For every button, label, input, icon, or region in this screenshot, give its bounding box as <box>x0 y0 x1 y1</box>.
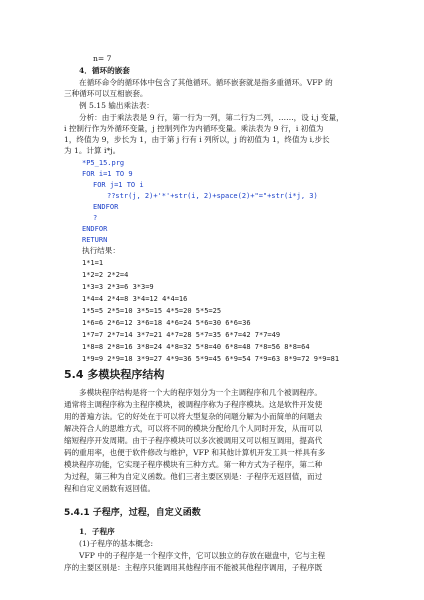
paragraph-line: 通常将主调程序称为主程序模块，被调程序称为子程序模块。这是软件开发使 <box>64 400 323 409</box>
analysis-line3: 1，终值为 9，步长为 1，由于第 j 行有 i 列所以，j 的初值为 1，终值为 i,步长 <box>64 135 330 144</box>
section-5-4-1-heading: 5.4.1 子程序，过程，自定义函数 <box>64 508 201 518</box>
paragraph-line: 多模块程序结构是将一个大的程序划分为一个主调程序和几个被调程序。 <box>79 388 322 397</box>
table-row: 1*8=8 2*8=16 3*8=24 4*8=32 5*8=40 6*8=48 7*8=56 8*8=64 <box>82 343 310 351</box>
table-row: 1*2=2 2*2=4 <box>82 271 129 279</box>
table-row: 1*5=5 2*5=10 3*5=15 4*5=20 5*5=25 <box>82 307 222 315</box>
table-row: 1*3=3 2*3=6 3*3=9 <box>82 283 154 291</box>
example-title: 例 5.15 输出乘法表： <box>79 101 154 110</box>
section-4-heading: 4．循环的嵌套 <box>79 66 130 75</box>
section-4-paragraph-line2: 三种循环可以互相嵌套。 <box>64 89 148 98</box>
table-row: 1*9=9 2*9=18 3*9=27 4*9=36 5*9=45 6*9=54 7*9=63 8*9=72 9*9=81 <box>82 355 340 363</box>
paragraph-line: VFP 中的子程序是一个程序文件，它可以独立的存放在磁盘中，它与主程 <box>79 551 326 560</box>
n-line: n= 7 <box>93 54 112 63</box>
paragraph-line: 模块程序功能，它实现子程序模块有三种方式。第一种方式为子程序，第二种 <box>64 460 323 469</box>
paragraph-line: 程和自定义函数有返回值。 <box>64 484 156 493</box>
subroutine-heading: 1．子程序 <box>79 527 115 536</box>
paragraph-line: 用的普遍方法。它的好处在于可以将大型复杂的问题分解为小而简单的问题去 <box>64 412 323 421</box>
code-line: *P5_15.prg <box>82 159 125 167</box>
paragraph-line: 解决符合人的思维方式，可以将不同的模块分配给几个人同时开发，从而可以 <box>64 424 323 433</box>
table-row: 1*7=7 2*7=14 3*7=21 4*7=28 5*7=35 6*7=42 7*7=49 <box>82 331 281 339</box>
analysis-line4: 为 1。计算 i*j。 <box>64 146 121 155</box>
paragraph-line: 序的主要区别是：主程序只能调用其他程序而不能被其他程序调用，子程序既 <box>64 563 323 572</box>
paragraph-line: 码的重用率，也便于软件修改与维护，VFP 和其他计算机开发工具一样具有多 <box>64 448 326 457</box>
table-row: 1*4=4 2*4=8 3*4=12 4*4=16 <box>82 295 188 303</box>
section-4-paragraph-line1: 在循环命令的循环体中包含了其他循环。循环嵌套就是指多重循环。VFP 的 <box>79 78 333 87</box>
code-line: FOR j=1 TO i <box>93 181 144 189</box>
code-line: ??str(j, 2)+'*'+str(i, 2)+space(2)+"="+str(i*j, 3) <box>107 192 318 200</box>
paragraph-line: 缩短程序开发周期。由于子程序模块可以多次被调用又可以相互调用，提高代 <box>64 436 323 445</box>
code-line: ENDFOR <box>93 203 119 211</box>
result-label: 执行结果： <box>82 246 120 255</box>
code-line: RETURN <box>82 236 108 244</box>
table-row: 1*1=1 <box>82 259 104 267</box>
analysis-line1: 分析：由于乘法表是 9 行，第一行为一列，第二行为二列，……，设 i,j 变量， <box>79 113 344 122</box>
paragraph-line: 为过程，第三种为自定义函数。他们三者主要区别是：子程序无返回值，而过 <box>64 472 323 481</box>
table-row: 1*6=6 2*6=12 3*6=18 4*6=24 5*6=30 6*6=36 <box>82 319 251 327</box>
analysis-line2: i 控制行作为外循环变量，j 控制列作为内循环变量。乘法表为 9 行，i 初值为 <box>64 124 324 133</box>
code-line: FOR i=1 TO 9 <box>82 170 133 178</box>
section-5-4-heading: 5.4 多模块程序结构 <box>64 368 165 381</box>
code-line: ENDFOR <box>82 225 108 233</box>
code-line: ? <box>93 214 98 222</box>
subroutine-concept-heading: (1)子程序的基本概念: <box>79 539 154 548</box>
